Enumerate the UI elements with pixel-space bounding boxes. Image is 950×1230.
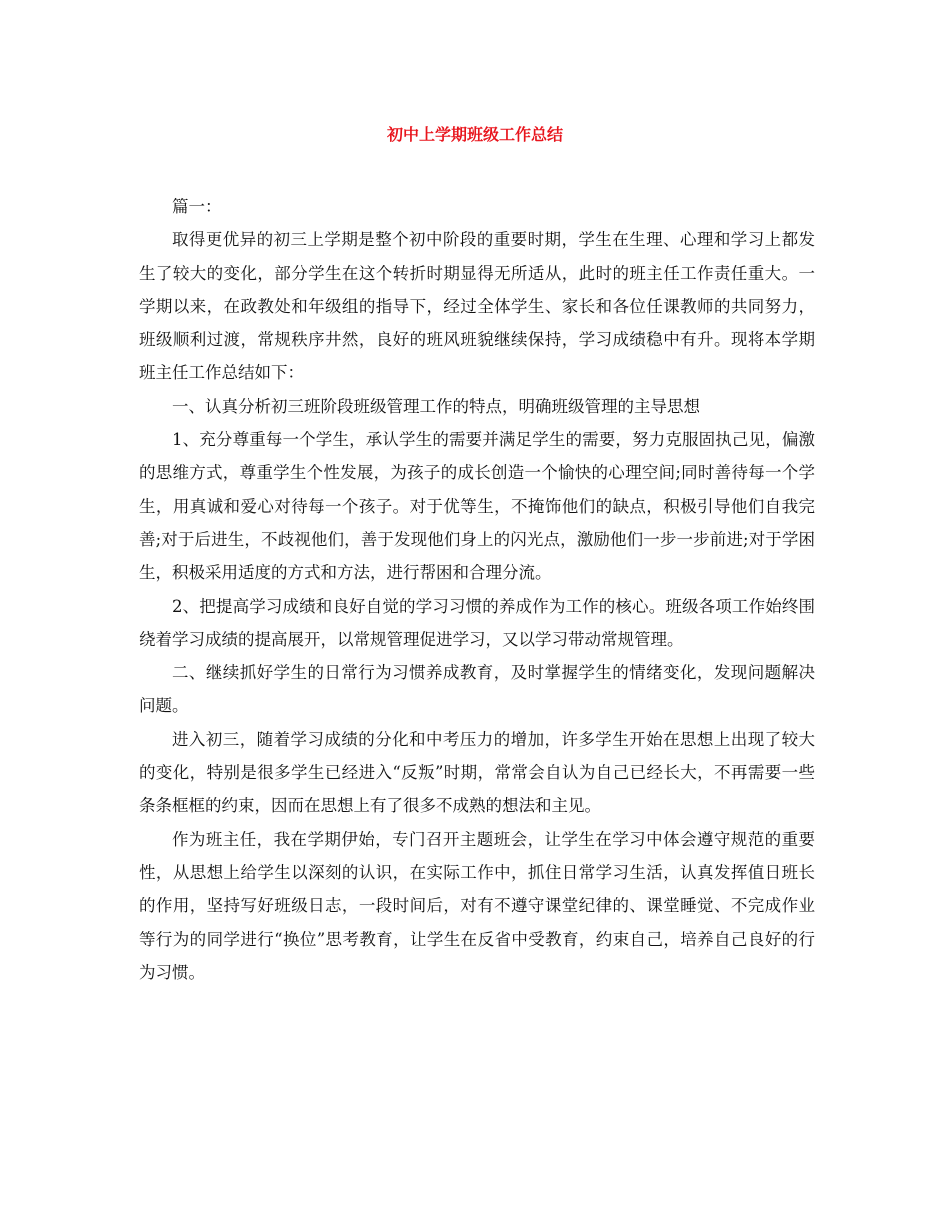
section-heading-one: 一、认真分析初三班阶段班级管理工作的特点，明确班级管理的主导思想: [172, 396, 700, 416]
point-one-paragraph: 1、充分尊重每一个学生，承认学生的需要并满足学生的需要，努力克服固执己见，偏激的思维方式，尊重学生个性发展，为孩子的成长创造一个愉快的心理空间;同时善待每一个学生，用真诚和爱心对待每一个孩子。对于优等生，不掩饰他们的缺点，积极引导他们自我完善;对于后进生，不歧视他们，善于发现他们身上的闪光点，激励他们一步一步前进;对于学困生，积极采用适度的方式和方法，进行帮困和合理分流。: [139, 430, 815, 583]
document-title: 初中上学期班级工作总结: [386, 125, 563, 144]
class-teacher-paragraph: 作为班主任，我在学期伊始，专门召开主题班会，让学生在学习中体会遵守规范的重要性，从思想上给学生以深刻的认识，在实际工作中，抓住日常学习生活，认真发挥值日班长的作用，坚持写好班级日志，一段时间后，对有不遵守课堂纪律的、课堂睡觉、不完成作业等行为的同学进行“换位”思考教育，让学生在反省中受教育，约束自己，培养自己良好的行为习惯。: [139, 829, 815, 982]
point-two-paragraph: 2、把提高学习成绩和良好自觉的学习习惯的养成作为工作的核心。班级各项工作始终围绕着学习成绩的提高展开，以常规管理促进学习，又以学习带动常规管理。: [139, 596, 815, 649]
document-body: [139, 190, 815, 989]
intro-paragraph: 取得更优异的初三上学期是整个初中阶段的重要时期，学生在生理、心理和学习上都发生了较大的变化，部分学生在这个转折时期显得无所适从，此时的班主任工作责任重大。一学期以来，在政教处和年级组的指导下，经过全体学生、家长和各位任课教师的共同努力，班级顺利过渡，常规秩序井然，良好的班风班貌继续保持，学习成绩稳中有升。现将本学期班主任工作总结如下：: [139, 230, 815, 383]
grade-three-paragraph: 进入初三，随着学习成绩的分化和中考压力的增加，许多学生开始在思想上出现了较大的变化，特别是很多学生已经进入“反叛”时期，常常会自认为自己已经长大，不再需要一些条条框框的约束，因而在思想上有了很多不成熟的想法和主见。: [139, 729, 815, 816]
section-heading-two: 二、继续抓好学生的日常行为习惯养成教育，及时掌握学生的情绪变化，发现问题解决问题。: [139, 663, 815, 716]
section-heading-part-one: 篇一：: [172, 197, 222, 216]
